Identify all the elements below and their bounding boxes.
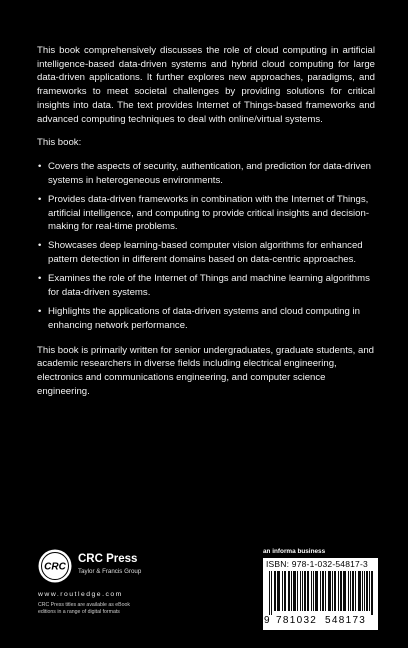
- book-lead: This book:: [37, 137, 82, 149]
- bullet-icon: •: [38, 306, 42, 318]
- barcode-bar: [371, 571, 372, 615]
- barcode-bar: [307, 571, 308, 611]
- list-item: • Highlights the applications of data-driven systems and cloud computing in enhancing network performance.: [38, 306, 360, 331]
- barcode-bar: [345, 571, 346, 611]
- barcode-bar: [274, 571, 275, 611]
- barcode-bars: [269, 571, 373, 615]
- barcode-block: [263, 548, 378, 630]
- barcode-bar: [362, 571, 363, 611]
- publisher-group: Taylor & Francis Group: [78, 568, 142, 575]
- barcode-digit-right: 548173: [325, 615, 367, 626]
- barcode-bar: [367, 571, 368, 611]
- barcode-bar: [295, 571, 296, 611]
- barcode-bar: [359, 571, 360, 611]
- barcode-bar: [334, 571, 335, 611]
- barcode-bar: [338, 571, 339, 611]
- barcode-bar: [353, 571, 354, 611]
- barcode-bar: [302, 571, 303, 611]
- ebook-note: CRC Press titles are available as eBook editions in a range of digital formats: [38, 602, 130, 615]
- barcode-bar: [335, 571, 336, 611]
- barcode-bar: [282, 571, 283, 611]
- barcode-bar: [341, 571, 342, 611]
- barcode-bar: [288, 571, 289, 611]
- barcode-bar: [315, 571, 316, 611]
- barcode-bar: [325, 571, 326, 611]
- audience-paragraph: This book is primarily written for senior undergraduates, graduate students, and academic researchers in diverse fields including electrical engineering, electronics and communications engineering, and computer science engineering.: [37, 344, 375, 397]
- barcode-bar: [352, 571, 353, 611]
- barcode-bar: [360, 571, 361, 611]
- barcode-bar: [372, 571, 373, 615]
- barcode-bar: [329, 571, 330, 611]
- barcode-bar: [313, 571, 314, 611]
- barcode-bar: [369, 571, 370, 611]
- bullet-icon: •: [38, 273, 42, 285]
- barcode-bar: [297, 571, 298, 611]
- barcode-bar: [317, 571, 318, 611]
- barcode-bar: [300, 571, 301, 611]
- list-item: • Examines the role of the Internet of Things and machine learning algorithms for data-driven systems.: [38, 273, 370, 299]
- informa-tagline: an informa business: [263, 548, 326, 555]
- barcode-bar: [279, 571, 280, 611]
- barcode-digit-left: 781032: [276, 615, 318, 626]
- barcode-bar: [285, 571, 286, 611]
- list-item: • Covers the aspects of security, authentication, and prediction for data-driven systems in heterogeneous environments.: [38, 160, 371, 186]
- barcode-digits: [263, 615, 378, 629]
- barcode-bar: [316, 571, 317, 611]
- barcode-bar: [284, 571, 285, 611]
- barcode-bar: [355, 571, 356, 611]
- feature-list: [37, 160, 375, 333]
- barcode-bar: [320, 571, 321, 611]
- barcode-bar: [278, 571, 279, 611]
- barcode-bar: [277, 571, 278, 611]
- bullet-icon: •: [38, 193, 42, 205]
- list-item: • Provides data-driven frameworks in combination with the Internet of Things, artificial intelligence, and computing to provide critical insights and decision-making for real-time problems.: [38, 193, 370, 233]
- barcode-bar: [350, 571, 351, 611]
- barcode-bar: [293, 571, 294, 611]
- publisher-block: [38, 544, 188, 624]
- publisher-name: CRC Press: [78, 553, 138, 565]
- bullet-icon: •: [38, 160, 42, 172]
- barcode-bar: [366, 571, 367, 611]
- barcode-digit-prefix: 9: [264, 615, 270, 626]
- barcode-bar: [322, 571, 323, 611]
- isbn-text: ISBN: 978-1-032-54817-3: [266, 559, 368, 569]
- barcode-bar: [364, 571, 365, 611]
- barcode-label: [263, 558, 378, 630]
- barcode-bar: [305, 571, 306, 611]
- list-item: • Showcases deep learning-based computer vision algorithms for enhanced pattern detection in different domains based on data-centric approaches.: [38, 240, 363, 266]
- barcode-bar: [328, 571, 329, 611]
- barcode-bar: [344, 571, 345, 611]
- bullet-icon: •: [38, 240, 42, 252]
- barcode-bar: [275, 571, 276, 611]
- barcode-bar: [348, 571, 349, 611]
- barcode-bar: [311, 571, 312, 611]
- publisher-url: www.routledge.com: [38, 591, 123, 598]
- barcode-bar: [330, 571, 331, 611]
- barcode-bar: [304, 571, 305, 611]
- barcode-bar: [291, 571, 292, 611]
- intro-paragraph: This book comprehensively discusses the role of cloud computing in artificial intelligence-based data-driven systems and hybrid cloud computing for large data-driven applications. It further explores new approaches, paradigms, and frameworks to meet societal challenges by providing solutions for critical insights into data. The text provides Internet of Things-based frameworks and advanced computing techniques to deal with online/virtual systems.: [37, 45, 375, 125]
- barcode-bar: [332, 571, 333, 611]
- barcode-bar: [271, 571, 272, 615]
- barcode-bar: [323, 571, 324, 611]
- barcode-bar: [343, 571, 344, 611]
- barcode-bar: [269, 571, 270, 615]
- back-cover-text: [37, 44, 375, 398]
- barcode-bar: [340, 571, 341, 611]
- barcode-bar: [358, 571, 359, 611]
- barcode-bar: [294, 571, 295, 611]
- barcode-bar: [308, 571, 309, 611]
- barcode-bar: [289, 571, 290, 611]
- crc-logo-icon: [38, 549, 72, 583]
- crc-logo-text: CRC: [44, 561, 66, 573]
